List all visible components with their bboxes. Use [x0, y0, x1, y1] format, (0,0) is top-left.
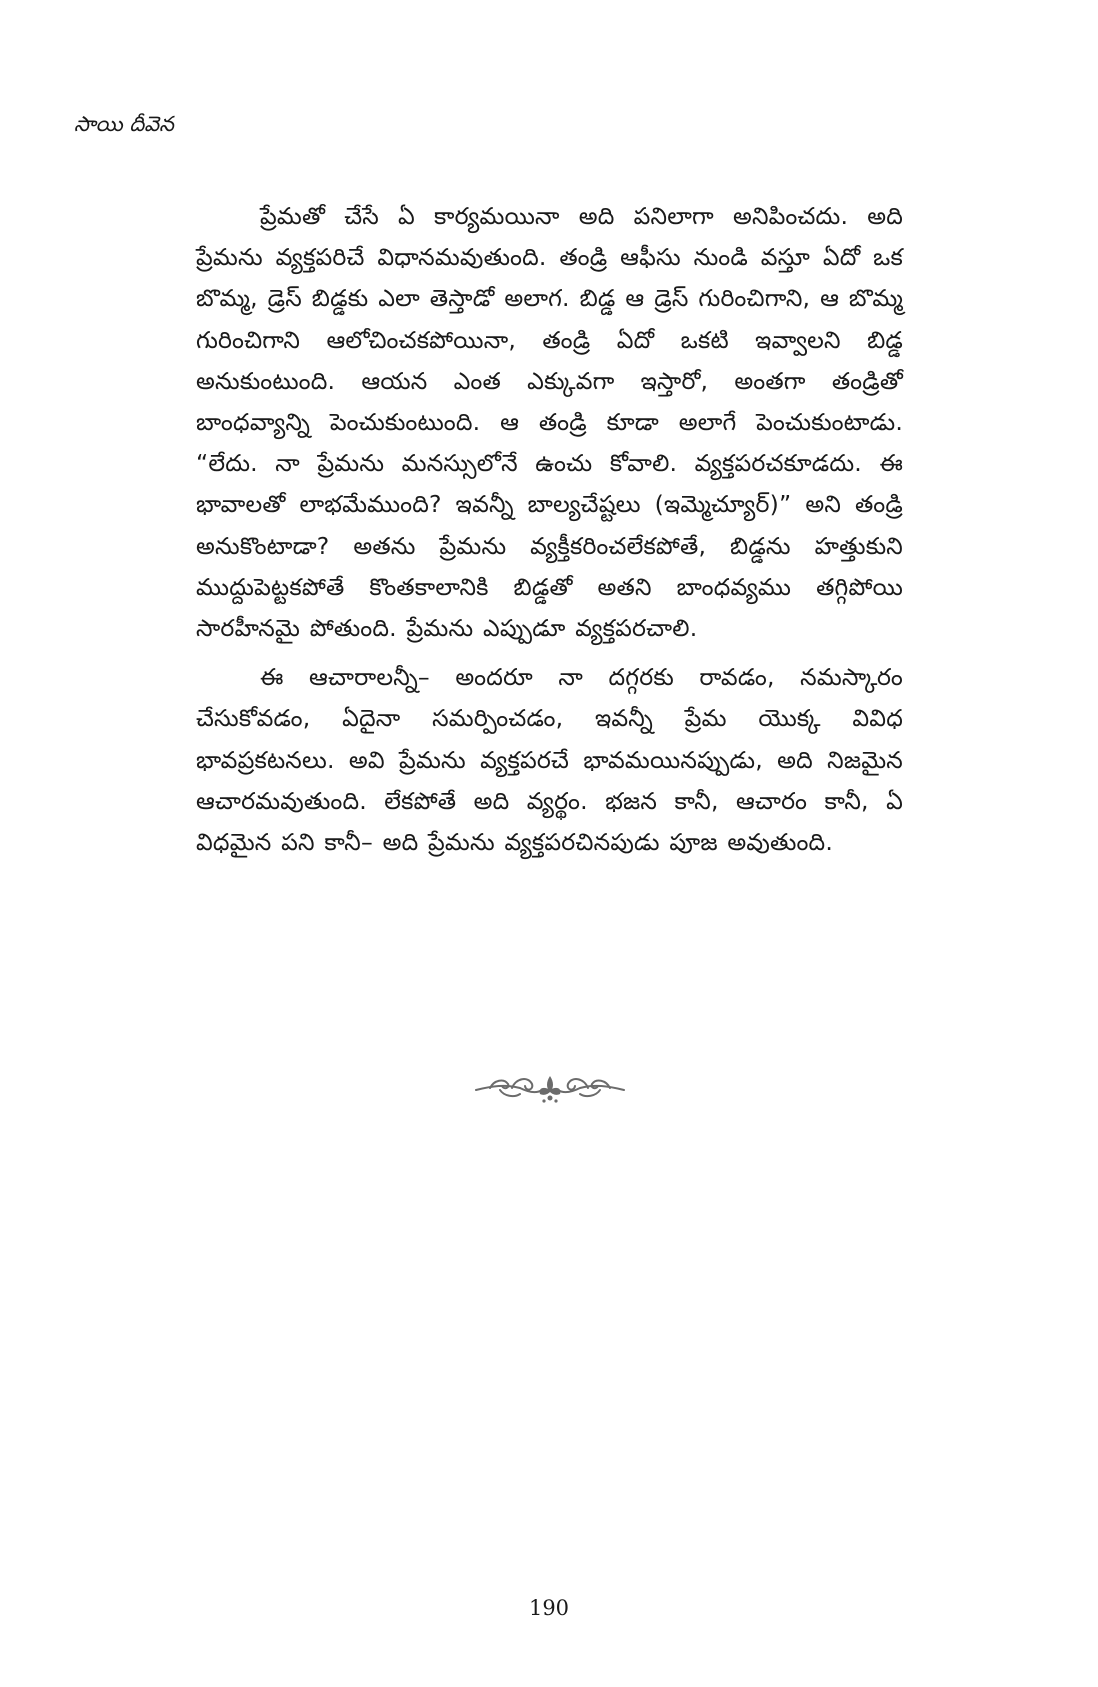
body-text [196, 196, 903, 863]
page-number: 190 [528, 1596, 570, 1620]
running-header-title: సాయి దీవెన [74, 112, 174, 136]
paragraph-2: ఈ ఆచారాలన్నీ– అందరూ నా దగ్గరకు రావడం, నమస్కారం చేసుకోవడం, ఏదైనా సమర్పించడం, ఇవన్నీ ప్రేమ యొక్క వివిధ భావప్రకటనలు. అవి ప్రేమను వ్యక్తపరచే భావమయినప్పుడు, అది నిజమైన ఆచారమవుతుంది. లేకపోతే అది వ్యర్థం. భజన కానీ, ఆచారం కానీ, ఏ విధమైన పని కానీ– అది ప్రేమను వ్యక్తపరచినపుడు పూజ అవుతుంది. [196, 663, 903, 857]
floral-divider-ornament-icon [470, 1068, 630, 1108]
paragraph-1: ప్రేమతో చేసే ఏ కార్యమయినా అది పనిలాగా అనిపించదు. అది ప్రేమను వ్యక్తపరిచే విధానమవుతుంది. తండ్రి ఆఫీసు నుండి వస్తూ ఏదో ఒక బొమ్మ, డ్రెస్ బిడ్డకు ఎలా తెస్తాడో అలాగ. బిడ్డ ఆ డ్రెస్ గురించిగాని, ఆ బొమ్మ గురించిగాని ఆలోచించకపోయినా, తండ్రి ఏదో ఒకటి ఇవ్వాలని బిడ్డ అనుకుంటుంది. ఆయన ఎంత ఎక్కువగా ఇస్తారో, అంతగా తండ్రితో బాంధవ్యాన్ని పెంచుకుంటుంది. ఆ తండ్రి కూడా అలాగే పెంచుకుంటాడు. “లేదు. నా ప్రేమను మనస్సులోనే ఉంచు కోవాలి. వ్యక్తపరచకూడదు. ఈ భావాలతో లాభమేముంది? ఇవన్నీ బాల్యచేష్టలు (ఇమ్మెచ్యూర్)” అని తండ్రి అనుకొంటాడా? అతను ప్రేమను వ్యక్తీకరించలేకపోతే, బిడ్డను హత్తుకుని ముద్దుపెట్టకపోతే కొంతకాలానికి బిడ్డతో అతని బాంధవ్యము తగ్గిపోయి సారహీనమై పోతుంది. ప్రేమను ఎప్పుడూ వ్యక్తపరచాలి. [196, 202, 903, 643]
